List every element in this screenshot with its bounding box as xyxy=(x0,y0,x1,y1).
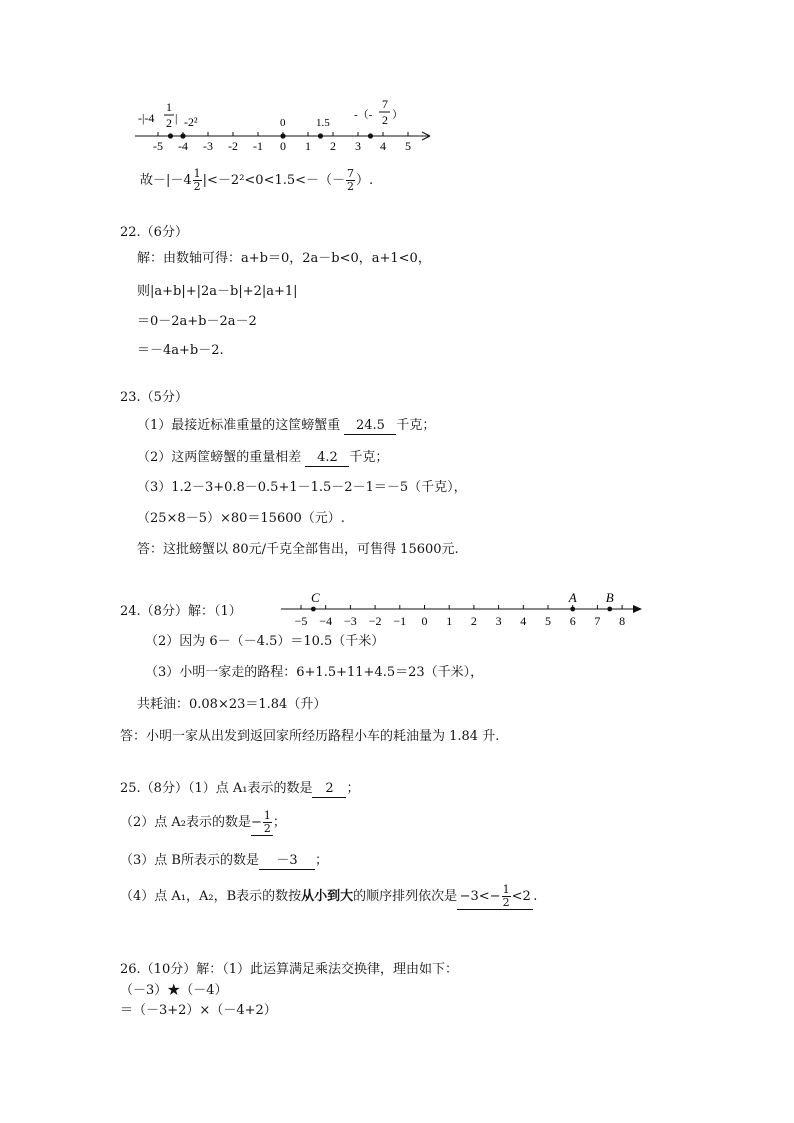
nl2-tick-label: −2 xyxy=(368,614,382,628)
number-line-q24 xyxy=(276,585,648,631)
nl2-tick-label: −5 xyxy=(294,614,308,628)
q22-line-2: 则|a+b|+|2a－b|+2|a+1| xyxy=(137,284,298,299)
q25-line-1: 25.（8分）（1）点 A₁表示的数是 2 ； xyxy=(120,781,360,796)
nl1-tick-label: 2 xyxy=(330,139,336,153)
nl1-label-abs-den: 2 xyxy=(166,116,172,130)
nl1-tick-label: 5 xyxy=(405,139,411,153)
nl1-label-pow: -2² xyxy=(184,115,198,129)
nl2-tick-label: 5 xyxy=(545,614,551,628)
nl1-tick-label: -5 xyxy=(153,139,163,153)
q21-conclusion: 故－|－4 $\frac{1}{2}$ |<－2²<0<1.5<－（－ $\frac{7}{2}$ ）. xyxy=(140,167,374,193)
number-line-q21 xyxy=(130,96,440,158)
q23-line-3: （3）1.2－3+0.8－0.5+1－1.5－2－1＝－5（千克）， xyxy=(137,480,467,495)
nl1-label-onefive: 1.5 xyxy=(316,117,330,129)
nl1-point xyxy=(180,133,185,138)
nl1-point xyxy=(168,133,173,138)
nl2-tick-label: 2 xyxy=(470,614,477,628)
q26-line-3: ＝（－3+2）×（－4+2） xyxy=(120,1003,277,1018)
nl2-point-B xyxy=(607,607,612,612)
q24-line-2: （2）因为 6－（－4.5）＝10.5（千米） xyxy=(145,634,385,649)
nl1-point xyxy=(368,133,373,138)
q23-line-2: （2）这两筐螃蟹的重量相差 4.2 千克； xyxy=(137,450,389,465)
nl2-tick-label: −1 xyxy=(393,614,407,628)
nl1-tick-label: -1 xyxy=(253,139,263,153)
q23-answer: 答：这批螃蟹以 80元/千克全部售出，可售得 15600元. xyxy=(137,542,459,557)
nl1-tick-label: -4 xyxy=(178,139,188,153)
q22-line-1: 解：由数轴可得：a+b＝0，2a－b<0，a+1<0， xyxy=(137,251,431,266)
nl2-point-label: B xyxy=(605,590,614,605)
nl2-tick-label: 6 xyxy=(569,614,576,628)
q24-answer: 答：小明一家从出发到返回家所经历路程小车的耗油量为 1.84 升. xyxy=(120,729,500,744)
nl1-label-zero: 0 xyxy=(280,117,286,129)
q24-heading: 24.（8分）解：（1） xyxy=(120,604,242,619)
nl2-tick-label: 1 xyxy=(446,614,453,628)
nl1-label-neg: -（- xyxy=(354,109,373,121)
q26-line-1: 26.（10分）解：（1）此运算满足乘法交换律，理由如下： xyxy=(120,962,458,977)
q23-line-4: （25×8－5）×80＝15600（元）. xyxy=(137,511,345,526)
nl2-tick-label: 4 xyxy=(520,614,527,628)
q26-line-2: （－3）★（－4） xyxy=(120,983,228,998)
q22-line-3: ＝0－2a+b－2a－2 xyxy=(137,314,257,329)
q23-line-1: （1）最接近标准重量的这筐螃蟹重 24.5 千克； xyxy=(137,418,436,433)
nl2-point-A xyxy=(570,607,575,612)
nl1-tick-label: 0 xyxy=(280,139,286,153)
nl2-tick-label: 7 xyxy=(594,614,601,628)
q22-line-4: ＝－4a+b－2. xyxy=(137,343,224,358)
q25-line-4: （4）点 A₁，A₂，B表示的数按从小到大的顺序排列依次是 −3<− $\frac{1}{2}$ <2 . xyxy=(120,883,538,909)
nl2-arrow xyxy=(633,605,642,613)
q22-heading: 22.（6分） xyxy=(120,225,188,240)
svg-text:2: 2 xyxy=(382,113,388,127)
nl1-label-abs: -|-4 xyxy=(138,111,155,125)
nl1-label-abs-num: 1 xyxy=(166,100,172,114)
q24-line-3: （3）小明一家走的路程：6+1.5+11+4.5＝23（千米）， xyxy=(145,665,484,680)
nl1-tick-label: 1 xyxy=(305,139,311,153)
q23-heading: 23.（5分） xyxy=(120,390,188,405)
nl2-tick-label: 0 xyxy=(421,614,428,628)
svg-text:）: ） xyxy=(392,109,403,121)
nl1-tick-label: 3 xyxy=(355,139,361,153)
q24-line-4: 共耗油：0.08×23＝1.84（升） xyxy=(137,697,327,712)
q25-line-3: （3）点 B所表示的数是 －3 ； xyxy=(120,853,328,868)
nl1-point xyxy=(280,133,285,138)
nl1-tick-label: -2 xyxy=(228,139,238,153)
svg-text:7: 7 xyxy=(382,97,388,111)
nl2-point-label: A xyxy=(568,590,577,605)
nl2-tick-label: −4 xyxy=(319,614,333,628)
nl2-point-label: C xyxy=(311,590,320,605)
nl1-tick-label: 4 xyxy=(380,139,386,153)
q25-line-2: （2）点 A₂表示的数是− $\frac{1}{2}$ ； xyxy=(120,809,286,835)
nl2-tick-label: 8 xyxy=(619,614,626,628)
nl2-point-C xyxy=(311,607,316,612)
nl1-point xyxy=(318,133,323,138)
nl2-tick-label: −3 xyxy=(344,614,357,628)
nl1-tick-label: -3 xyxy=(203,139,213,153)
svg-text:|: | xyxy=(175,111,178,125)
nl2-tick-label: 3 xyxy=(495,614,502,628)
